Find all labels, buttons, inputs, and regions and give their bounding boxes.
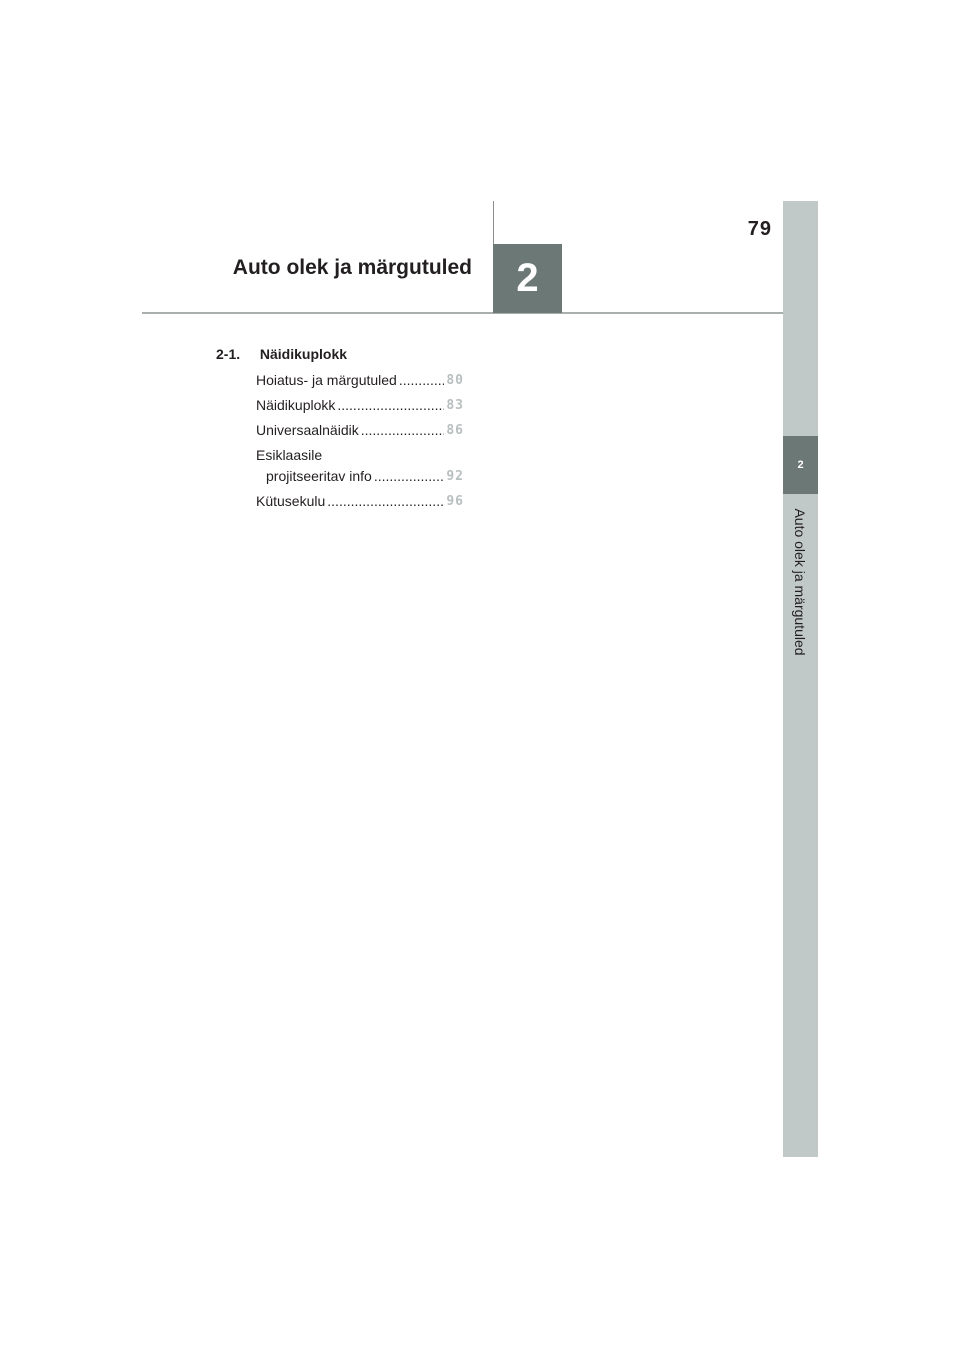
toc-item-label: projitseeritav info	[266, 468, 372, 484]
chapter-number: 2	[516, 256, 539, 300]
toc-section-number: 2-1.	[216, 346, 241, 362]
toc-item[interactable]	[256, 397, 464, 414]
toc-item-label: Kütusekulu	[256, 493, 326, 509]
toc-item-label: Universaalnäidik	[256, 422, 359, 438]
toc-leader-dots	[337, 397, 444, 414]
toc-item[interactable]	[256, 447, 464, 485]
toc-item[interactable]	[256, 493, 464, 510]
toc-section-title: Näidikuplokk	[259, 346, 348, 362]
toc-item-page[interactable]: 83	[446, 398, 464, 413]
header-divider-vertical	[493, 201, 494, 245]
header-divider-horizontal	[142, 312, 783, 314]
page-number: 79	[747, 218, 772, 240]
side-chapter-tab[interactable]	[783, 436, 818, 494]
toc-item-page[interactable]: 80	[446, 373, 464, 388]
toc-item[interactable]	[256, 372, 464, 389]
chapter-title: Auto olek ja märgutuled	[232, 256, 472, 279]
side-chapter-label: Auto olek ja märgutuled	[792, 508, 808, 656]
toc-item-page[interactable]: 92	[446, 469, 464, 484]
side-chapter-number: 2	[797, 459, 804, 471]
toc-item-page[interactable]: 96	[446, 494, 464, 509]
toc-item-label-line1: Esiklaasile	[256, 447, 323, 463]
toc-leader-dots	[327, 493, 444, 510]
toc-list	[256, 372, 464, 518]
toc-section-heading	[216, 346, 347, 362]
toc-leader-dots	[399, 372, 444, 389]
side-chapter-strip	[783, 201, 818, 1157]
toc-item[interactable]	[256, 422, 464, 439]
toc-leader-dots	[361, 422, 445, 439]
toc-item-label: Näidikuplokk	[256, 397, 336, 413]
chapter-number-box	[493, 244, 562, 313]
toc-item-page[interactable]: 86	[446, 423, 464, 438]
toc-item-label: Hoiatus- ja märgutuled	[256, 372, 397, 388]
toc-leader-dots	[374, 468, 445, 485]
